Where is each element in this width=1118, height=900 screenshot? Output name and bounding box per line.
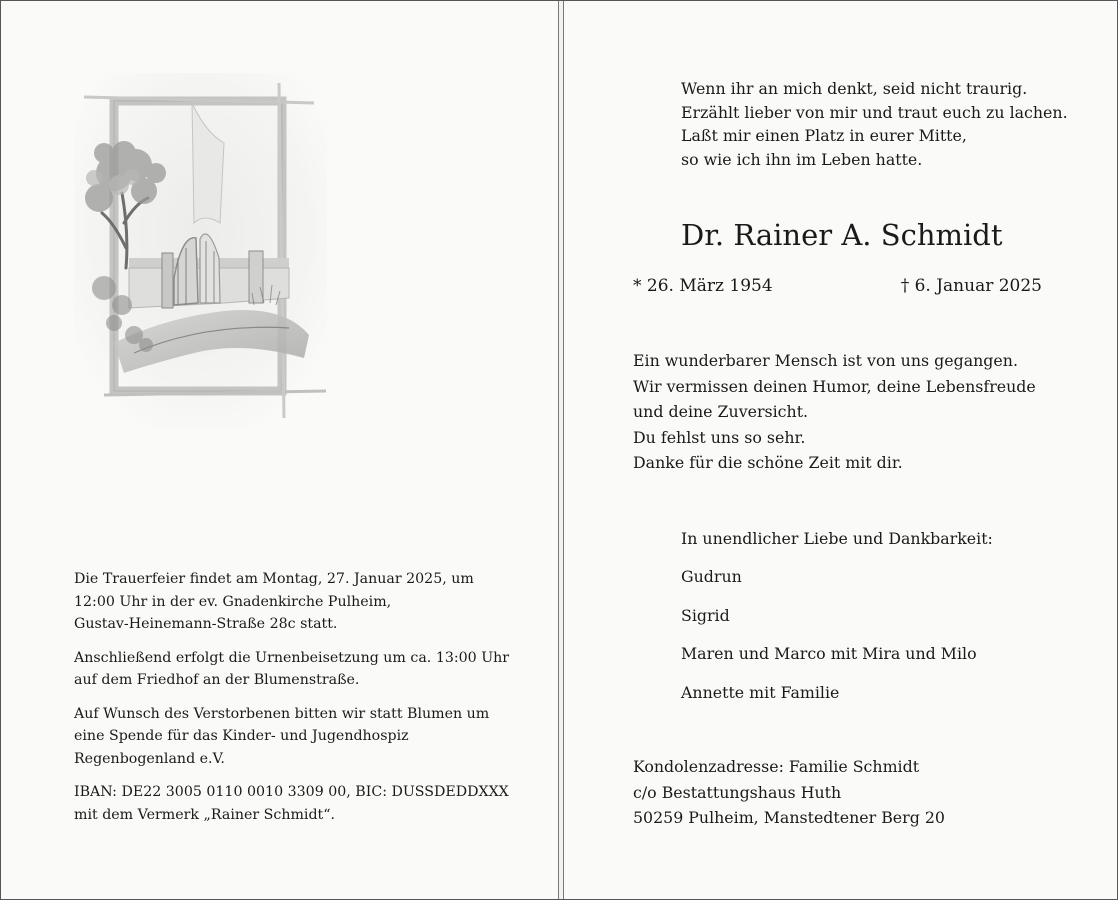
mourners-intro: In unendlicher Liebe und Dankbarkeit: bbox=[681, 529, 993, 548]
death-date: † 6. Januar 2025 bbox=[900, 276, 1042, 296]
ceremony-details bbox=[74, 568, 514, 837]
tribute-line: Wir vermissen deinen Humor, deine Lebensfreude bbox=[633, 376, 1036, 396]
address-line: c/o Bestattungshaus Huth bbox=[633, 782, 842, 802]
card-fold bbox=[558, 1, 564, 899]
mourner-name: Maren und Marco mit Mira und Milo bbox=[681, 644, 977, 663]
bank-line: IBAN: DE22 3005 0110 0010 3309 00, BIC: DUSSDEDDXXX bbox=[74, 784, 509, 800]
mourners bbox=[681, 528, 993, 720]
mourner-name: Annette mit Familie bbox=[681, 682, 840, 702]
burial-line: auf dem Friedhof an der Blumenstraße. bbox=[74, 672, 360, 688]
ceremony-paragraph bbox=[74, 568, 514, 636]
poem-line: so wie ich ihn im Leben hatte. bbox=[681, 149, 923, 169]
donation-line: Regenbogenland e.V. bbox=[74, 750, 225, 767]
ceremony-line: 12:00 Uhr in der ev. Gnadenkirche Pulheim, bbox=[74, 593, 392, 610]
donation-line: eine Spende für das Kinder- und Jugendhospiz bbox=[74, 728, 409, 744]
burial-paragraph bbox=[74, 647, 514, 692]
mourner-name: Sigrid bbox=[681, 605, 730, 625]
mourner-name: Gudrun bbox=[681, 567, 742, 586]
poem-line: Wenn ihr an mich denkt, seid nicht traurig. bbox=[681, 79, 1028, 98]
poem-line: Erzählt lieber von mir und traut euch zu lachen. bbox=[681, 102, 1068, 122]
tribute-line: Du fehlst uns so sehr. bbox=[633, 427, 806, 447]
ceremony-line: Gustav-Heinemann-Straße 28c statt. bbox=[74, 616, 338, 632]
condolence-address bbox=[633, 754, 945, 831]
ceremony-line: Die Trauerfeier findet am Montag, 27. Januar 2025, um bbox=[74, 571, 474, 587]
donation-line: Auf Wunsch des Verstorbenen bitten wir statt Blumen um bbox=[74, 705, 490, 722]
burial-line: Anschließend erfolgt die Urnenbeisetzung um ca. 13:00 Uhr bbox=[74, 649, 510, 666]
bank-paragraph bbox=[74, 781, 514, 826]
poem bbox=[681, 77, 1068, 171]
donation-paragraph bbox=[74, 703, 514, 771]
bank-line: mit dem Vermerk „Rainer Schmidt“. bbox=[74, 806, 336, 823]
tribute-line: Danke für die schöne Zeit mit dir. bbox=[633, 453, 903, 472]
tribute-line: und deine Zuversicht. bbox=[633, 402, 809, 421]
address-line: Kondolenzadresse: Familie Schmidt bbox=[633, 757, 920, 776]
address-line: 50259 Pulheim, Manstedtener Berg 20 bbox=[633, 808, 945, 827]
tribute-text bbox=[633, 348, 1036, 476]
deceased-name: Dr. Rainer A. Schmidt bbox=[681, 218, 1003, 252]
poem-line: Laßt mir einen Platz in eurer Mitte, bbox=[681, 126, 967, 145]
pencil-sketch-tree-gate-icon bbox=[74, 73, 327, 429]
tribute-line: Ein wunderbarer Mensch ist von uns gegangen. bbox=[633, 351, 1018, 370]
birth-date: * 26. März 1954 bbox=[633, 276, 773, 296]
